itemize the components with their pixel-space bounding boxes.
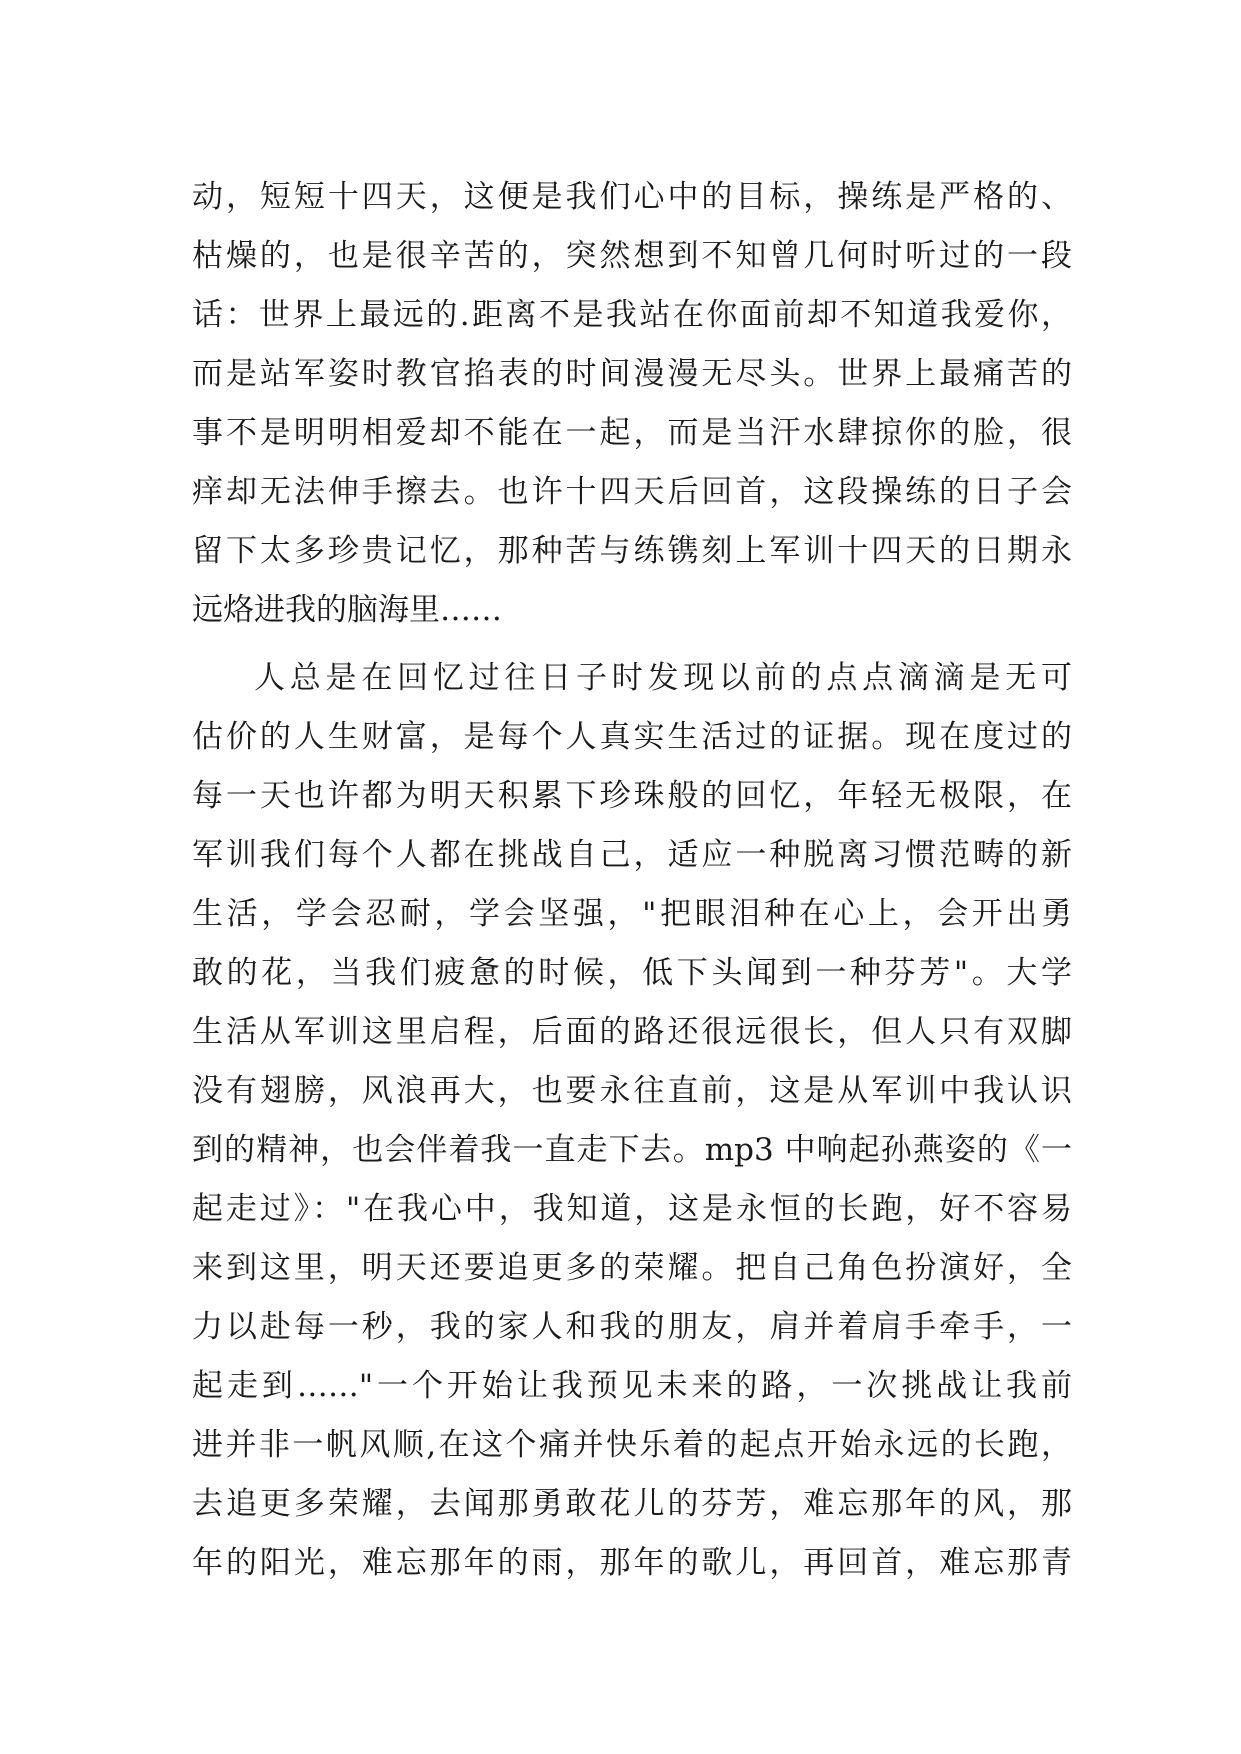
text-line: 年的阳光，难忘那年的雨，那年的歌儿，再回首，难忘那青	[192, 1545, 1072, 1581]
text-line: 到的精神，也会伴着我一直走下去。mp3 中响起孙燕姿的《一	[192, 1132, 1072, 1168]
text-line: 没有翅膀，风浪再大，也要永往直前，这是从军训中我认识	[192, 1073, 1072, 1109]
text-line: 来到这里，明天还要追更多的荣耀。把自己角色扮演好，全	[192, 1250, 1072, 1286]
text-line: 起走到……"一个开始让我预见未来的路，一次挑战让我前	[192, 1368, 1072, 1404]
paragraph-gap	[192, 640, 1072, 649]
text-line: 留下太多珍贵记忆，那种苦与练镌刻上军训十四天的日期永	[192, 533, 1072, 569]
text-line: 枯燥的，也是很辛苦的，突然想到不知曾几何时听过的一段	[192, 238, 1072, 274]
text-line: 起走过》："在我心中，我知道，这是永恒的长跑，好不容易	[192, 1191, 1072, 1227]
text-line: 估价的人生财富，是每个人真实生活过的证据。现在度过的	[192, 719, 1072, 755]
text-line: 事不是明明相爱却不能在一起，而是当汗水肆掠你的脸，很	[192, 415, 1072, 451]
paragraph-1	[192, 168, 1072, 640]
text-line: 生活从军训这里启程，后面的路还很远很长，但人只有双脚	[192, 1014, 1072, 1050]
text-line: 进并非一帆风顺,在这个痛并快乐着的起点开始永远的长跑，	[192, 1427, 1072, 1463]
text-line: 话：世界上最远的.距离不是我站在你面前却不知道我爱你，	[192, 297, 1072, 333]
text-line: 力以赴每一秒，我的家人和我的朋友，肩并着肩手牵手，一	[192, 1309, 1072, 1345]
document-body	[192, 168, 1072, 1593]
text-line: 痒却无法伸手擦去。也许十四天后回首，这段操练的日子会	[192, 474, 1072, 510]
text-line: 人总是在回忆过往日子时发现以前的点点滴滴是无可	[254, 660, 1072, 696]
text-line: 去追更多荣耀，去闻那勇敢花儿的芬芳，难忘那年的风，那	[192, 1486, 1072, 1522]
text-line: 每一天也许都为明天积累下珍珠般的回忆，年轻无极限，在	[192, 778, 1072, 814]
paragraph-2	[192, 649, 1072, 1593]
text-line: 敢的花，当我们疲惫的时候，低下头闻到一种芬芳"。大学	[192, 955, 1072, 991]
text-line: 而是站军姿时教官掐表的时间漫漫无尽头。世界上最痛苦的	[192, 356, 1072, 392]
text-line: 动，短短十四天，这便是我们心中的目标，操练是严格的、	[192, 179, 1072, 215]
text-line: 军训我们每个人都在挑战自己，适应一种脱离习惯范畴的新	[192, 837, 1072, 873]
text-line: 远烙进我的脑海里……	[192, 592, 502, 628]
text-line: 生活，学会忍耐，学会坚强，"把眼泪种在心上，会开出勇	[192, 896, 1072, 932]
